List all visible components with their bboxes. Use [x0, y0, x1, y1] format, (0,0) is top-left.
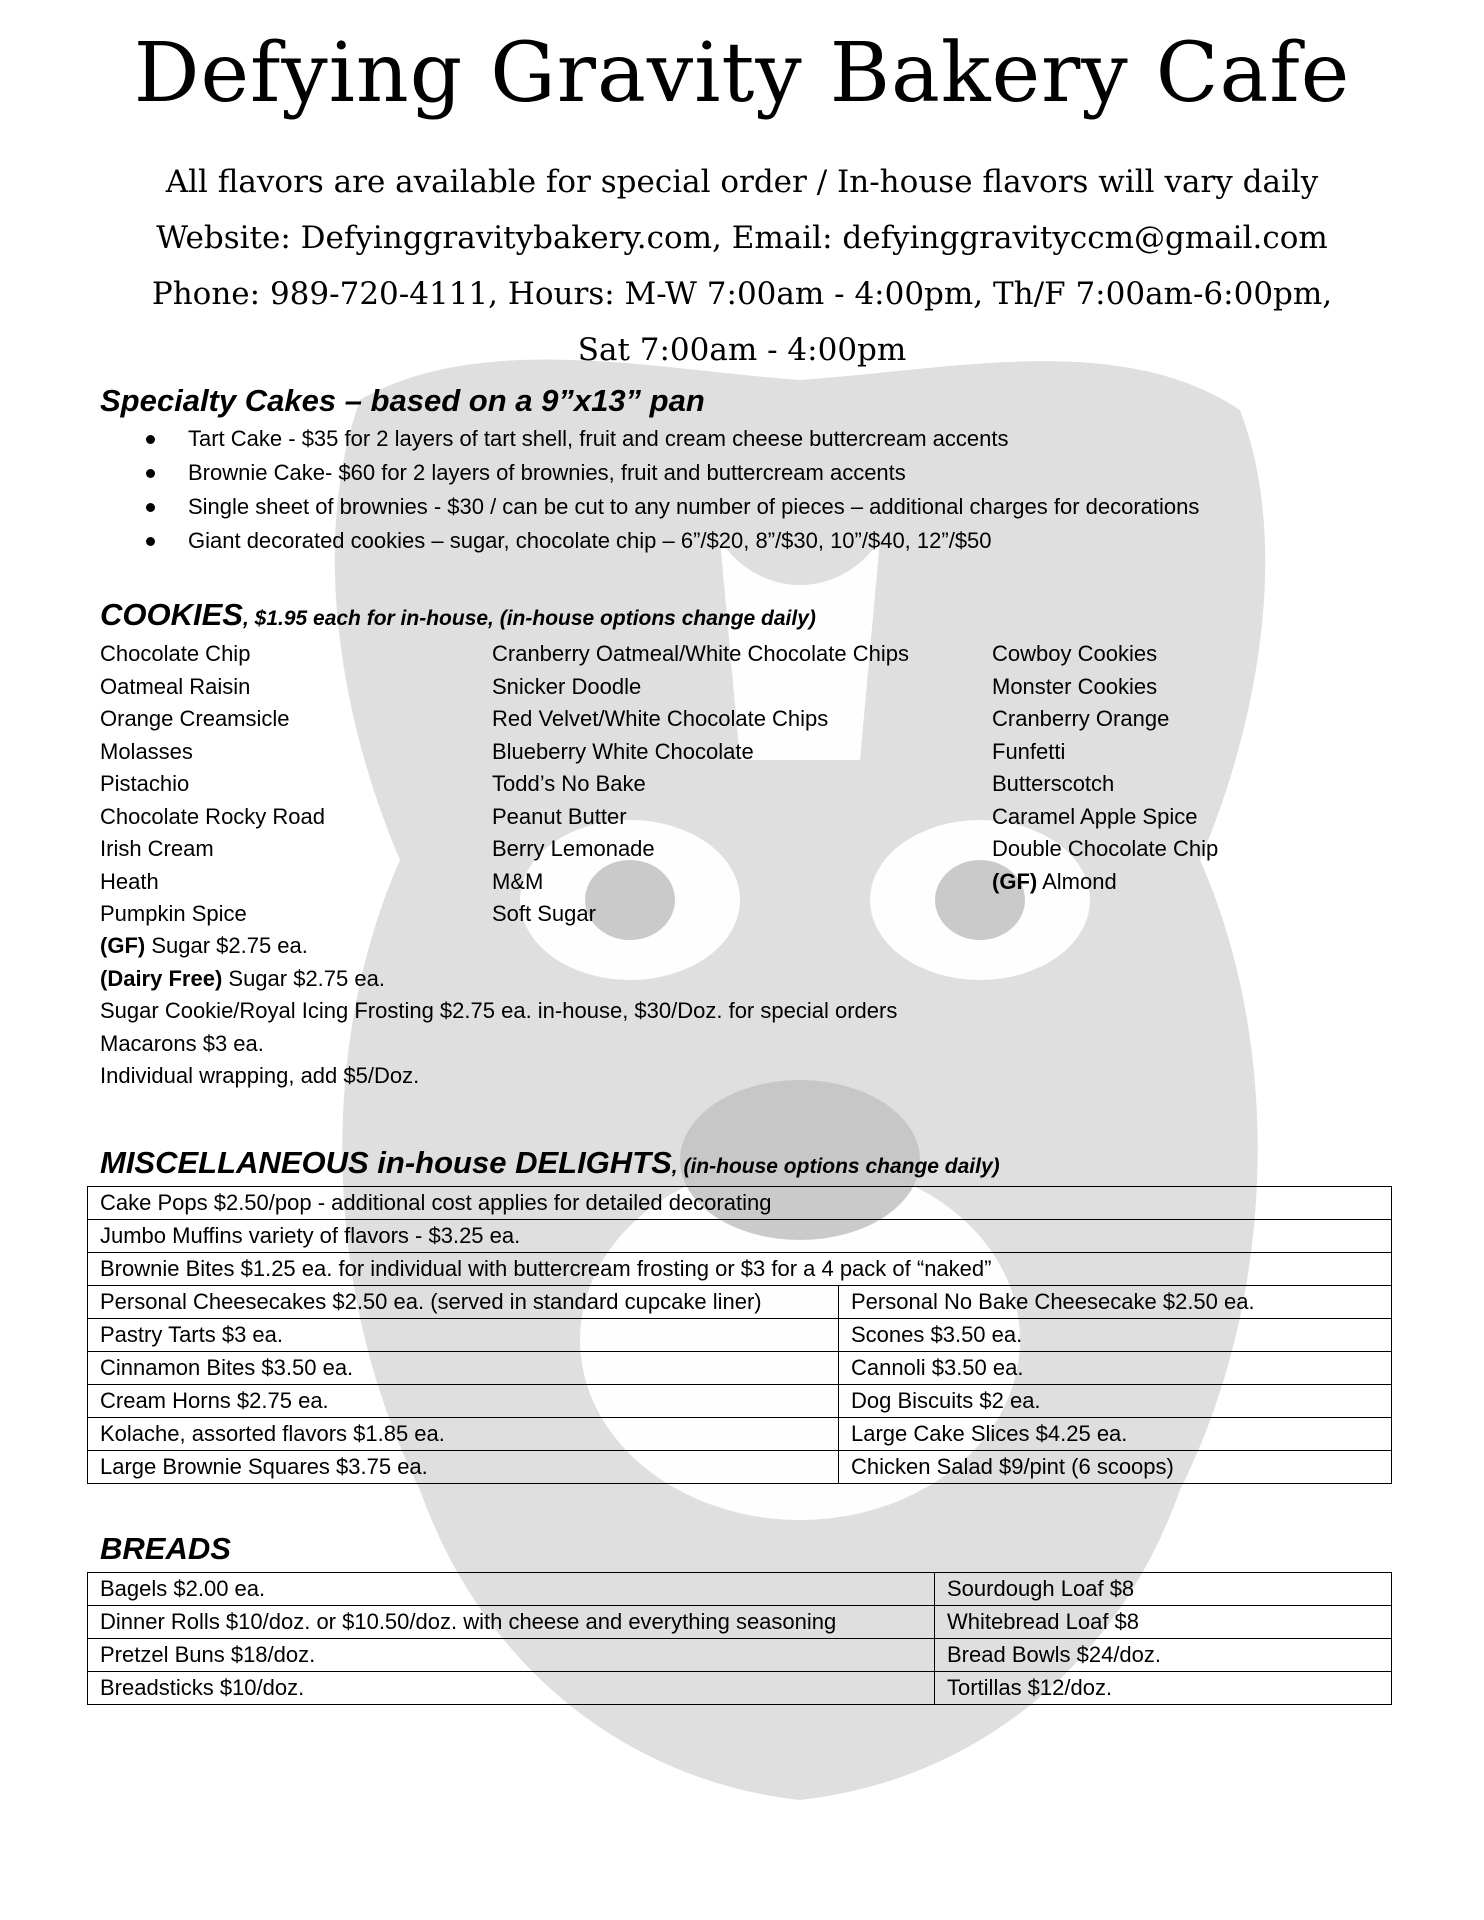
breads-heading: BREADS	[100, 1531, 231, 1566]
list-item: Chocolate Chip	[100, 641, 251, 666]
cookie-column-2	[492, 638, 909, 931]
list-item: Red Velvet/White Chocolate Chips	[492, 706, 829, 731]
list-item	[100, 963, 897, 996]
table-row	[88, 1286, 1392, 1319]
list-item: Macarons $3 ea.	[100, 1030, 264, 1056]
list-item: Irish Cream	[100, 836, 214, 861]
cookie-column-3	[992, 638, 1218, 898]
misc-heading	[100, 1144, 1000, 1186]
list-item: Oatmeal Raisin	[100, 673, 251, 699]
list-item: Butterscotch	[992, 771, 1115, 796]
specialty-item: Single sheet of brownies - $30 / can be cut to any number of pieces – additional charges for decorations	[188, 494, 1200, 519]
list-item: Caramel Apple Spice	[992, 803, 1198, 829]
table-cell: Cannoli $3.50 ea.	[839, 1352, 1392, 1385]
list-item: Berry Lemonade	[492, 836, 655, 861]
list-item: Funfetti	[992, 738, 1066, 764]
table-cell: Sourdough Loaf $8	[935, 1573, 1392, 1606]
bullet-icon	[146, 435, 155, 444]
bakery-title: Defying Gravity Bakery Cafe	[133, 26, 1351, 121]
almond-cookie: Almond	[1037, 868, 1117, 894]
dairy-free-tag: (Dairy Free)	[100, 965, 223, 991]
table-cell: Cake Pops $2.50/pop - additional cost applies for detailed decorating	[88, 1187, 1392, 1220]
bullet-icon	[146, 537, 155, 546]
specialty-item: Giant decorated cookies – sugar, chocolate chip – 6”/$20, 8”/$30, 10”/$40, 12”/$50	[188, 528, 992, 553]
list-item: Pistachio	[100, 771, 190, 796]
table-cell: Dinner Rolls $10/doz. or $10.50/doz. with cheese and everything seasoning	[88, 1606, 935, 1639]
list-item: Monster Cookies	[992, 673, 1158, 699]
cookies-title: COOKIES	[100, 597, 243, 632]
table-row	[88, 1418, 1392, 1451]
cookies-subtitle: , $1.95 each for in-house, (in-house options change daily)	[242, 607, 816, 630]
list-item: Heath	[100, 868, 159, 894]
table-row	[88, 1352, 1392, 1385]
list-item: Orange Creamsicle	[100, 706, 290, 731]
table-row	[88, 1639, 1392, 1672]
list-item: Pumpkin Spice	[100, 901, 247, 926]
table-cell: Jumbo Muffins variety of flavors - $3.25 ea.	[88, 1220, 1392, 1253]
bullet-icon	[146, 503, 155, 512]
dairy-free-sugar-cookie: Sugar $2.75 ea.	[222, 965, 385, 991]
table-cell: Cream Horns $2.75 ea.	[88, 1385, 839, 1418]
list-item: Double Chocolate Chip	[992, 836, 1219, 861]
cookies-heading	[100, 596, 816, 638]
table-cell: Tortillas $12/doz.	[935, 1672, 1392, 1705]
table-cell: Brownie Bites $1.25 ea. for individual with buttercream frosting or $3 for a 4 pack of “naked”	[88, 1253, 1392, 1286]
table-cell: Large Brownie Squares $3.75 ea.	[88, 1451, 839, 1484]
misc-subtitle: , (in-house options change daily)	[671, 1155, 1000, 1178]
table-row	[88, 1573, 1392, 1606]
table-cell: Whitebread Loaf $8	[935, 1606, 1392, 1639]
flavors-note: All flavors are available for special order / In-house flavors will vary daily	[165, 164, 1319, 200]
cookie-extras	[100, 930, 897, 1093]
list-item: Chocolate Rocky Road	[100, 803, 326, 829]
breads-table	[87, 1572, 1392, 1705]
list-item: Peanut Butter	[492, 803, 627, 829]
list-item: Molasses	[100, 738, 193, 764]
gf-tag: (GF)	[992, 868, 1038, 894]
list-item	[100, 930, 897, 963]
table-row	[88, 1672, 1392, 1705]
cookie-column-1	[100, 638, 325, 931]
list-item: Cranberry Orange	[992, 706, 1170, 731]
specialty-cakes-list	[146, 422, 1199, 558]
contact-line: Website: Defyinggravitybakery.com, Email: defyinggravityccm@gmail.com	[156, 220, 1328, 256]
saturday-hours-line: Sat 7:00am - 4:00pm	[577, 332, 907, 368]
table-cell: Kolache, assorted flavors $1.85 ea.	[88, 1418, 839, 1451]
table-row	[88, 1319, 1392, 1352]
table-cell: Dog Biscuits $2 ea.	[839, 1385, 1392, 1418]
bullet-icon	[146, 469, 155, 478]
list-item: Cowboy Cookies	[992, 641, 1158, 666]
table-row	[88, 1385, 1392, 1418]
list-item	[146, 456, 1199, 490]
list-item: Sugar Cookie/Royal Icing Frosting $2.75 ea. in-house, $30/Doz. for special orders	[100, 998, 898, 1023]
gf-sugar-cookie: Sugar $2.75 ea.	[145, 933, 308, 958]
list-item	[146, 524, 1199, 558]
table-cell: Scones $3.50 ea.	[839, 1319, 1392, 1352]
list-item	[146, 422, 1199, 456]
specialty-cakes-heading: Specialty Cakes – based on a 9”x13” pan	[100, 383, 705, 418]
table-row	[88, 1606, 1392, 1639]
table-cell: Personal No Bake Cheesecake $2.50 ea.	[839, 1286, 1392, 1319]
specialty-item: Brownie Cake- $60 for 2 layers of brownies, fruit and buttercream accents	[188, 460, 906, 485]
list-item: Blueberry White Chocolate	[492, 738, 754, 764]
table-cell: Large Cake Slices $4.25 ea.	[839, 1418, 1392, 1451]
table-cell: Cinnamon Bites $3.50 ea.	[88, 1352, 839, 1385]
table-row	[88, 1451, 1392, 1484]
list-item: Individual wrapping, add $5/Doz.	[100, 1063, 420, 1088]
misc-title: MISCELLANEOUS in-house DELIGHTS	[100, 1145, 672, 1180]
table-cell: Bread Bowls $24/doz.	[935, 1639, 1392, 1672]
list-item	[992, 866, 1218, 899]
phone-hours-line: Phone: 989-720-4111, Hours: M-W 7:00am - 4:00pm, Th/F 7:00am-6:00pm,	[151, 276, 1333, 312]
list-item: Snicker Doodle	[492, 673, 642, 699]
gf-tag: (GF)	[100, 933, 146, 958]
table-cell: Breadsticks $10/doz.	[88, 1672, 935, 1705]
specialty-item: Tart Cake - $35 for 2 layers of tart shell, fruit and cream cheese buttercream accents	[188, 426, 1009, 451]
list-item: Todd’s No Bake	[492, 771, 646, 796]
table-row	[88, 1220, 1392, 1253]
table-cell: Chicken Salad $9/pint (6 scoops)	[839, 1451, 1392, 1484]
table-cell: Personal Cheesecakes $2.50 ea. (served in standard cupcake liner)	[88, 1286, 839, 1319]
table-cell: Pastry Tarts $3 ea.	[88, 1319, 839, 1352]
table-cell: Pretzel Buns $18/doz.	[88, 1639, 935, 1672]
list-item	[146, 490, 1199, 524]
list-item: M&M	[492, 868, 544, 894]
table-cell: Bagels $2.00 ea.	[88, 1573, 935, 1606]
table-row	[88, 1253, 1392, 1286]
list-item: Cranberry Oatmeal/White Chocolate Chips	[492, 641, 909, 666]
list-item: Soft Sugar	[492, 901, 596, 926]
misc-table	[87, 1186, 1392, 1484]
table-row	[88, 1187, 1392, 1220]
